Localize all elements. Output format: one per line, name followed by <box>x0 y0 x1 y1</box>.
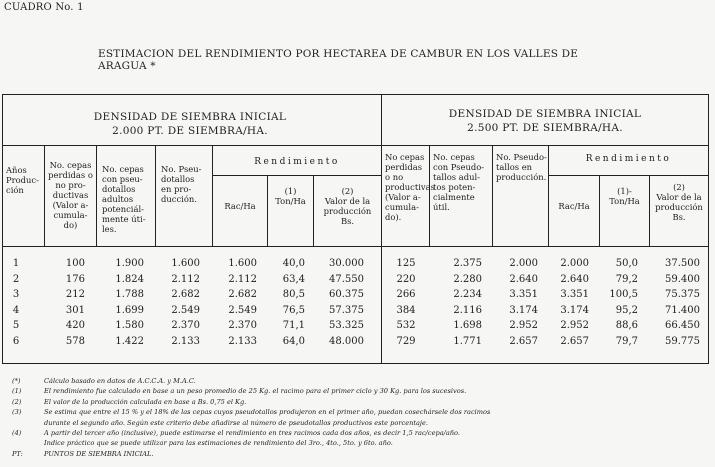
cell-l-ton: 80,5 <box>282 289 305 300</box>
hdr-line: productivas <box>385 182 435 192</box>
hdr-line: perdidas <box>385 162 423 172</box>
footnote-key: (2) <box>12 397 22 406</box>
group-right-line: 2.500 PT. DE SIEMBRA/HA. <box>467 122 623 134</box>
cell-r-adul: 1.698 <box>453 320 482 331</box>
hdr-line: No. cepas <box>102 164 144 174</box>
cell-r-rac: 2.952 <box>560 320 589 331</box>
footnote-text: A partir del tercer año (inclusive), puede estimarse el rendimiento en tres racimos cada dos años, es decir 1,5 rac/cepa/año. <box>44 429 460 438</box>
cell-r-perd: 384 <box>396 304 416 316</box>
hdr-line: adultos <box>102 194 134 204</box>
hdr-line: Produc- <box>6 175 39 185</box>
col-right-adultos <box>433 152 493 212</box>
footnote-text: El valor de la producción calculada en base a Bs. 0,75 el Kg. <box>44 397 247 406</box>
group-left-line: 2.000 PT. DE SIEMBRA/HA. <box>112 125 268 137</box>
hdr-line: do) <box>63 220 78 230</box>
footnote-key: (*) <box>12 377 21 385</box>
hdr-line: (1)- <box>617 186 632 196</box>
col-right-pseudo <box>496 152 549 182</box>
hdr-line: perdidas o <box>48 170 93 180</box>
cell-l-pseu: 2.682 <box>171 289 200 300</box>
cell-r-pseu: 3.351 <box>509 289 538 300</box>
cell-l-pseu: 2.112 <box>171 273 200 285</box>
col-anos <box>6 165 44 195</box>
cell-l-adul: 1.788 <box>115 289 144 300</box>
cell-r-perd: 532 <box>396 320 416 331</box>
hdr-line: (1) <box>284 186 297 196</box>
cell-l-adul: 1.824 <box>115 273 144 285</box>
cell-r-rac: 3.174 <box>560 304 589 316</box>
hdr-line: ción <box>6 185 24 195</box>
cell-r-perd: 729 <box>396 335 416 347</box>
cell-r-rac: 3.351 <box>560 289 589 300</box>
hdr-line: (2) <box>341 186 354 196</box>
cell-l-val: 47.550 <box>329 273 364 285</box>
cell-l-rac: 2.549 <box>228 304 257 316</box>
footnote-text: PUNTOS DE SIEMBRA INICIAL. <box>44 449 154 458</box>
header-rule <box>3 145 708 146</box>
table-title: ESTIMACION DEL RENDIMIENTO POR HECTAREA DE CAMBUR EN LOS VALLES DE ARAGUA * <box>98 48 579 72</box>
cell-r-adul: 2.375 <box>453 258 482 269</box>
cell-r-val: 37.500 <box>665 258 700 269</box>
rend-rule <box>213 175 381 176</box>
cell-r-pseu: 2.000 <box>509 258 538 269</box>
cell-r-val: 59.400 <box>665 273 700 285</box>
cell-l-rac: 2.682 <box>228 289 257 300</box>
group-left-line: DENSIDAD DE SIEMBRA INICIAL <box>93 111 287 123</box>
cell-l-rac: 2.370 <box>228 320 257 331</box>
cell-r-rac: 2.640 <box>560 273 589 285</box>
cell-l-val: 53.325 <box>329 320 364 331</box>
cell-l-ton: 63,4 <box>282 273 305 285</box>
footnotes <box>12 376 712 459</box>
col-right-rac: Rac/Ha <box>558 201 590 211</box>
cell-l-pseu: 1.600 <box>171 258 200 269</box>
cell-l-rac: 1.600 <box>228 258 257 269</box>
hdr-line: cumula- <box>385 202 419 212</box>
hdr-line: en pro- <box>161 184 192 194</box>
cell-l-perd: 100 <box>65 258 85 269</box>
hdr-line: No cepas <box>385 152 425 162</box>
hdr-line: no pro- <box>55 180 86 190</box>
col-right-valor <box>650 182 708 222</box>
hdr-line: cialmente <box>433 192 475 202</box>
cell-r-rac: 2.000 <box>560 258 589 269</box>
col-left-pseudo <box>161 164 213 204</box>
footnote <box>12 449 712 459</box>
cell-l-pseu: 2.133 <box>171 335 200 347</box>
col-left-rac: Rac/Ha <box>224 201 256 211</box>
hdr-line: útil. <box>433 202 450 212</box>
hdr-line: Bs. <box>672 212 686 222</box>
cell-l-val: 48.000 <box>329 335 364 347</box>
group-right-header <box>420 107 670 135</box>
cell-l-adul: 1.580 <box>115 320 144 331</box>
hdr-line: producción <box>323 206 372 216</box>
hdr-line: Valor de la <box>656 192 702 202</box>
cell-l-perd: 578 <box>65 335 85 347</box>
hdr-line: No. Pseu- <box>161 164 202 174</box>
cell-r-ton: 50,0 <box>615 258 638 269</box>
footnote-text: El rendimiento fue calculado en base a un peso promedio de 25 Kg. el racimo para el primer ciclo y 30 Kg. para los sucesivos. <box>44 387 467 396</box>
cell-r-perd: 125 <box>396 258 416 269</box>
footnote-key: (1) <box>12 387 22 396</box>
hdr-line: Ton/Ha <box>275 196 306 206</box>
hdr-line: (Valor a- <box>52 200 89 210</box>
cell-l-perd: 301 <box>65 304 85 316</box>
cell-r-pseu: 2.657 <box>509 335 538 347</box>
hdr-line: (Valor a- <box>385 192 421 202</box>
group-right-line: DENSIDAD DE SIEMBRA INICIAL <box>448 108 642 120</box>
rend-rule <box>549 175 708 176</box>
cell-r-ton: 100,5 <box>609 289 638 300</box>
cell-l-ton: 76,5 <box>282 304 305 316</box>
document-label: CUADRO No. 1 <box>4 2 84 13</box>
hdr-line: (2) <box>673 182 685 192</box>
hdr-line: Años <box>6 165 27 175</box>
cell-r-adul: 1.771 <box>453 335 482 347</box>
cell-r-adul: 2.234 <box>453 289 482 300</box>
col-left-valor <box>314 186 381 226</box>
cell-l-adul: 1.699 <box>115 304 144 316</box>
footnote-key: (3) <box>12 408 22 417</box>
cell-r-val: 66.450 <box>665 320 700 331</box>
cell-l-adul: 1.422 <box>115 335 144 347</box>
cell-r-val: 59.775 <box>665 335 700 347</box>
col-right-ton <box>600 186 649 206</box>
hdr-line: No. cepas <box>49 160 92 170</box>
cell-l-pseu: 2.370 <box>171 320 200 331</box>
cell-r-ton: 79,7 <box>615 335 638 347</box>
cell-l-ton: 64,0 <box>282 335 305 347</box>
hdr-line: tos poten- <box>433 182 476 192</box>
hdr-line: do). <box>385 212 402 222</box>
hdr-line: Ton/Ha <box>609 196 640 206</box>
cell-ano: 3 <box>12 289 20 300</box>
footnote-text: durante el segundo año. Según este criterio debe añadirse al número de pseudotallos productivos este porcentaje. <box>44 418 428 427</box>
group-left-header <box>70 110 310 138</box>
hdr-line: Bs. <box>340 216 355 226</box>
cell-l-val: 30.000 <box>329 258 364 269</box>
cell-l-val: 57.375 <box>329 304 364 316</box>
cell-ano: 6 <box>12 335 20 347</box>
col-left-perdidas <box>45 160 96 230</box>
footnote-key: PT: <box>12 449 23 458</box>
cell-l-pseu: 2.549 <box>171 304 200 316</box>
cell-l-perd: 420 <box>65 320 85 331</box>
group-divider <box>381 95 382 363</box>
footnote <box>12 407 712 417</box>
cell-l-perd: 212 <box>65 289 85 300</box>
hdr-line: tallos en <box>496 162 533 172</box>
hdr-line: potenciál- <box>102 204 144 214</box>
hdr-line: con pseu- <box>102 174 143 184</box>
footnote-text: Cálculo basado en datos de A.C.C.A. y M.A.C. <box>44 377 196 385</box>
footnote-key: (4) <box>12 429 22 438</box>
hdr-line: No. Pseudo- <box>496 152 547 162</box>
footnote-text: Indice práctico que se puede utilizar para las estimaciones de rendimiento del 3ro., 4to., 5to. y 6to. año. <box>44 439 393 448</box>
hdr-line: o no <box>385 172 404 182</box>
hdr-line: les. <box>102 224 117 234</box>
hdr-line: con Pseudo- <box>433 162 485 172</box>
hdr-line: cumula- <box>53 210 88 220</box>
cell-ano: 2 <box>12 273 20 285</box>
footnote-key <box>12 418 44 428</box>
cell-l-perd: 176 <box>65 273 85 285</box>
footnote <box>12 438 712 448</box>
hdr-line: ducción. <box>161 194 197 204</box>
hdr-line: producción <box>655 202 703 212</box>
cell-r-perd: 266 <box>396 289 416 300</box>
cell-l-rac: 2.112 <box>228 273 257 285</box>
cell-r-pseu: 3.174 <box>509 304 538 316</box>
cell-l-ton: 71,1 <box>282 320 305 331</box>
col-left-ton <box>268 186 313 206</box>
col-left-adultos <box>102 164 156 234</box>
hdr-line: Valor de la <box>324 196 371 206</box>
cell-r-rac: 2.657 <box>560 335 589 347</box>
hdr-line: dotallos <box>102 184 136 194</box>
cell-l-rac: 2.133 <box>228 335 257 347</box>
hdr-line: dotallos <box>161 174 195 184</box>
cell-r-perd: 220 <box>396 273 416 285</box>
cell-r-pseu: 2.640 <box>509 273 538 285</box>
cell-r-val: 75.375 <box>665 289 700 300</box>
hdr-line: No. cepas <box>433 152 475 162</box>
footnote <box>12 397 712 407</box>
cell-ano: 5 <box>12 320 20 331</box>
hdr-line: tallos adul- <box>433 172 480 182</box>
footnote <box>12 386 712 396</box>
body-rule <box>3 246 708 247</box>
footnote-text: Se estima que entre el 15 % y el 18% de las cepas cuyos pseudotallos produjeron en el primer año, puedan cosechársele dos racimos <box>44 408 491 417</box>
footnote <box>12 418 712 428</box>
cell-r-ton: 95,2 <box>615 304 638 316</box>
cell-r-adul: 2.116 <box>453 304 482 316</box>
col-left-rendimiento: Rendimiento <box>254 157 340 167</box>
col-rule <box>96 146 97 246</box>
cell-r-ton: 88,6 <box>615 320 638 331</box>
cell-r-adul: 2.280 <box>453 273 482 285</box>
cell-ano: 4 <box>12 304 20 316</box>
cell-r-ton: 79,2 <box>615 273 638 285</box>
hdr-line: producción. <box>496 172 547 182</box>
footnote <box>12 376 712 386</box>
cell-ano: 1 <box>12 258 20 269</box>
footnote <box>12 428 712 438</box>
cell-l-val: 60.375 <box>329 289 364 300</box>
hdr-line: ductivas <box>52 190 89 200</box>
hdr-line: mente úti- <box>102 214 146 224</box>
cell-l-adul: 1.900 <box>115 258 144 269</box>
col-right-rendimiento: Rendimiento <box>585 154 672 164</box>
cell-l-ton: 40,0 <box>282 258 305 269</box>
cell-r-val: 71.400 <box>665 304 700 316</box>
cell-r-pseu: 2.952 <box>509 320 538 331</box>
col-right-perdidas <box>385 152 435 222</box>
footnote-key <box>12 438 44 448</box>
